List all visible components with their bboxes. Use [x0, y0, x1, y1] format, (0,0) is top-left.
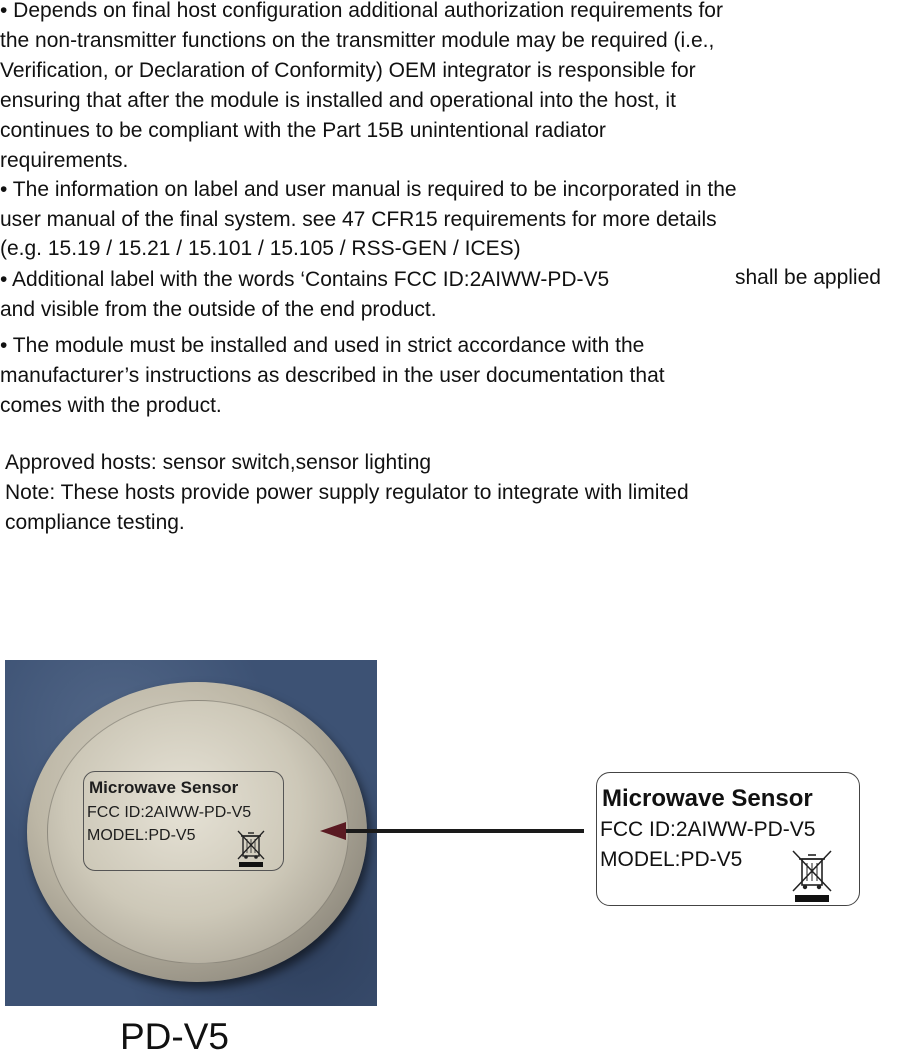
req-line-13: manufacturer’s instructions as described in the user documentation that [0, 364, 665, 387]
req-line-14: comes with the product. [0, 394, 222, 417]
hosts-line-1: Approved hosts: sensor switch,sensor lighting [5, 451, 432, 474]
module-label-enlarged [596, 772, 860, 906]
req-line-10: • Additional label with the words ‘Contains FCC ID:2AIWW-PD-V5 [0, 268, 610, 291]
label-small-model: MODEL:PD-V5 [87, 827, 196, 844]
req-line-5: continues to be compliant with the Part 15B unintentional radiator [0, 119, 606, 142]
weee-crossed-bin-icon [234, 828, 268, 868]
weee-crossed-bin-icon [789, 847, 835, 903]
req-line-2: the non-transmitter functions on the transmitter module may be required (i.e., [0, 29, 715, 52]
label-small-fcc-id: FCC ID:2AIWW-PD-V5 [87, 804, 252, 821]
model-caption: PD-V5 [120, 1016, 229, 1057]
req-line-8: user manual of the final system. see 47 CFR15 requirements for more details [0, 208, 717, 231]
label-big-fcc-id: FCC ID:2AIWW-PD-V5 [600, 818, 816, 841]
module-label-small [83, 771, 284, 871]
hosts-line-3: compliance testing. [5, 511, 185, 534]
label-big-model: MODEL:PD-V5 [600, 848, 743, 871]
req-line-3: Verification, or Declaration of Conformity) OEM integrator is responsible for [0, 59, 696, 82]
req-line-11: and visible from the outside of the end product. [0, 298, 437, 321]
req-line-10-continued: shall be applied [735, 266, 881, 289]
req-line-7: • The information on label and user manual is required to be incorporated in the [0, 178, 737, 201]
label-big-title: Microwave Sensor [602, 785, 813, 812]
label-small-title: Microwave Sensor [89, 778, 239, 797]
req-line-1: • Depends on final host configuration additional authorization requirements for [0, 0, 723, 22]
req-line-9: (e.g. 15.19 / 15.21 / 15.101 / 15.105 / RSS-GEN / ICES) [0, 237, 521, 260]
hosts-line-2: Note: These hosts provide power supply regulator to integrate with limited [5, 481, 689, 504]
pointer-arrow [316, 816, 586, 846]
req-line-12: • The module must be installed and used in strict accordance with the [0, 334, 645, 357]
req-line-6: requirements. [0, 149, 129, 172]
req-line-4: ensuring that after the module is installed and operational into the host, it [0, 89, 676, 112]
